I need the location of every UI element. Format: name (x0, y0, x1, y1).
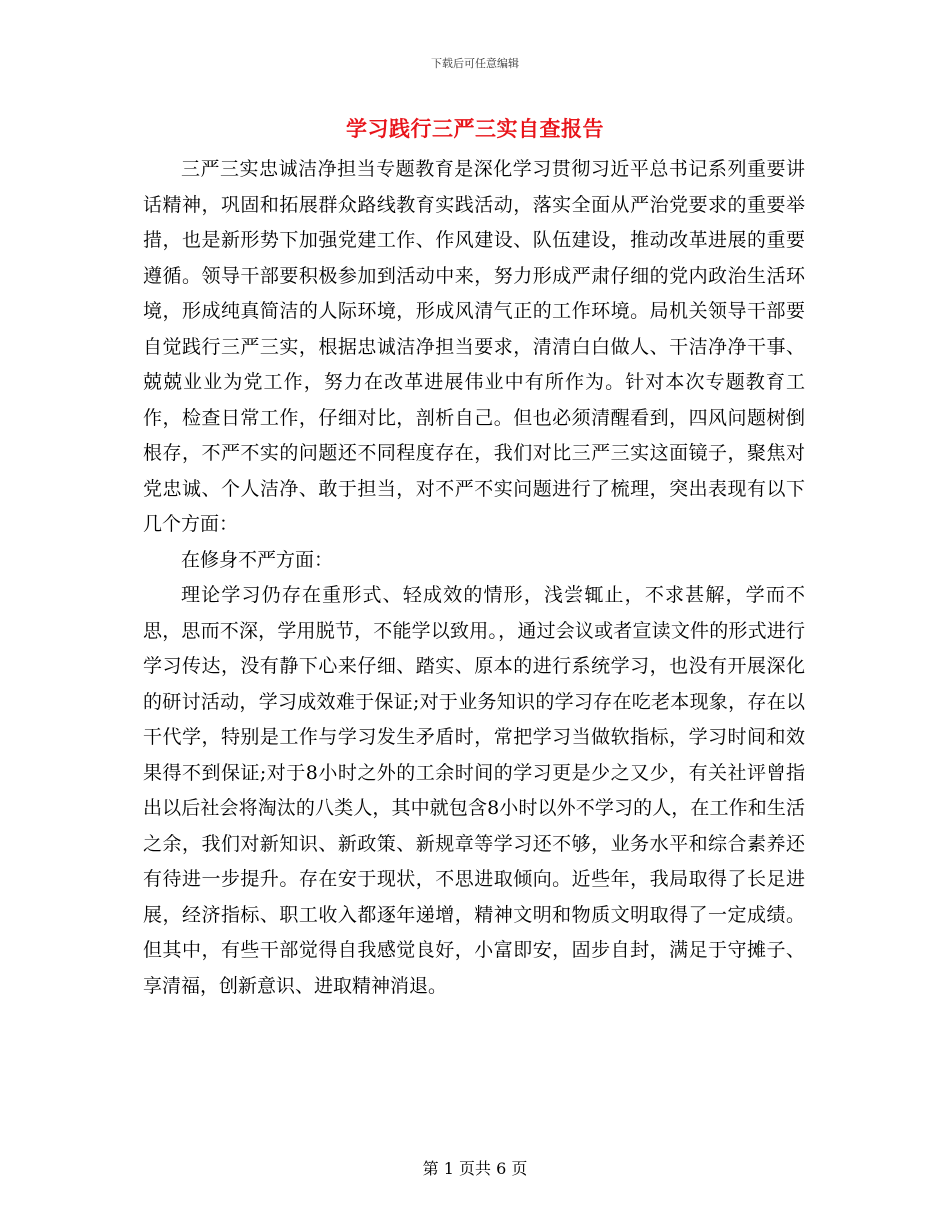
body-paragraph-theory-study: 理论学习仍存在重形式、轻成效的情形，浅尝辄止，不求甚解，学而不思，思而不深，学用脱节，不能学以致用。，通过会议或者宣读文件的形式进行学习传达，没有静下心来仔细、踏实、原本的进行系统学习，也没有开展深化的研讨活动，学习成效难于保证;对于业务知识的学习存在吃老本现象，存在以干代学，特别是工作与学习发生矛盾时，常把学习当做软指标，学习时间和效果得不到保证;对于8小时之外的工余时间的学习更是少之又少，有关社评曾指出以后社会将淘汰的八类人，其中就包含8小时以外不学习的人，在工作和生活之余，我们对新知识、新政策、新规章等学习还不够，业务水平和综合素养还有待进一步提升。存在安于现状，不思进取倾向。近些年，我局取得了长足进展，经济指标、职工收入都逐年递增，精神文明和物质文明取得了一定成绩。但其中，有些干部觉得自我感觉良好，小富即安，固步自封，满足于守摊子、享清福，创新意识、进取精神消退。 (143, 584, 805, 997)
page-header-note: 下载后可任意编辑 (431, 57, 519, 70)
document-title: 学习践行三严三实自查报告 (346, 116, 604, 141)
body-paragraph-intro: 三严三实忠诚洁净担当专题教育是深化学习贯彻习近平总书记系列重要讲话精神，巩固和拓展群众路线教育实践活动，落实全面从严治党要求的重要举措，也是新形势下加强党建工作、作风建设、队伍建设，推动改革进展的重要遵循。领导干部要积极参加到活动中来，努力形成严肃仔细的党内政治生活环境，形成纯真简洁的人际环境，形成风清气正的工作环境。局机关领导干部要自觉践行三严三实，根据忠诚洁净担当要求，清清白白做人、干洁净净干事、兢兢业业为党工作，努力在改革进展伟业中有所作为。针对本次专题教育工作，检查日常工作，仔细对比，剖析自己。但也必须清醒看到，四风问题树倒根存，不严不实的问题还不同程度存在，我们对比三严三实这面镜子，聚焦对党忠诚、个人洁净、敢于担当，对不严不实问题进行了梳理，突出表现有以下几个方面： (143, 158, 805, 535)
page-number-footer: 第 1 页共 6 页 (422, 1159, 528, 1178)
document-body (143, 152, 805, 1004)
section-heading-self-cultivation: 在修身不严方面： (181, 548, 334, 571)
